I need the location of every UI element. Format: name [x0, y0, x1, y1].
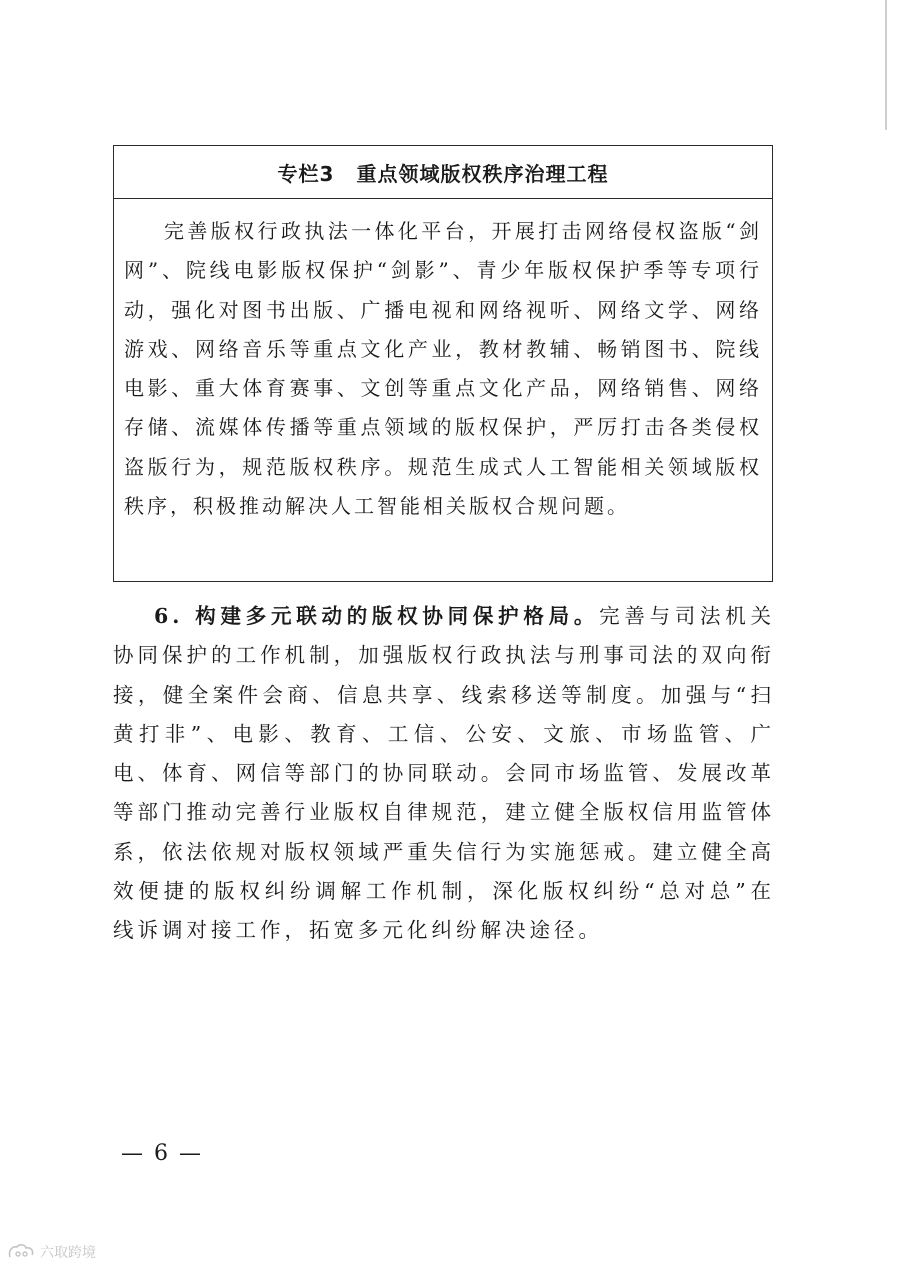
column-box-body: 完善版权行政执法一体化平台，开展打击网络侵权盗版“剑网”、院线电影版权保护“剑影”、青少年版权保护季等专项行动，强化对图书出版、广播电视和网络视听、网络文学、网络游戏、网络音乐等重点文化产业，教材教辅、畅销图书、院线电影、重大体育赛事、文创等重点文化产品，网络销售、网络存储、流媒体传播等重点领域的版权保护，严厉打击各类侵权盗版行为，规范版权秩序。规范生成式人工智能相关领域版权秩序，积极推动解决人工智能相关版权合规问题。: [124, 219, 762, 519]
column-title: 重点领域版权秩序治理工程: [356, 161, 609, 186]
column-label-number: 3: [319, 161, 335, 186]
column-label-prefix: 专栏: [277, 161, 320, 186]
scan-edge-line: [885, 0, 887, 130]
watermark: [6, 1242, 96, 1262]
column-box: [113, 145, 773, 582]
page-number: — 6 —: [121, 1141, 203, 1166]
column-label: [278, 158, 357, 187]
watermark-text: 六取跨境: [40, 1245, 96, 1261]
section-paragraph: [113, 597, 775, 951]
watermark-logo-icon: [6, 1243, 36, 1261]
section-body: 完善与司法机关协同保护的工作机制，加强版权行政执法与刑事司法的双向衔接，健全案件会商、信息共享、线索移送等制度。加强与“扫黄打非”、电影、教育、工信、公安、文旅、市场监管、广电、体育、网信等部门的协同联动。会同市场监管、发展改革等部门推动完善行业版权自律规范，建立健全版权信用监管体系，依法依规对版权领域严重失信行为实施惩戒。建立健全高效便捷的版权纠纷调解工作机制，深化版权纠纷“总对总”在线诉调对接工作，拓宽多元化纠纷解决途径。: [113, 604, 776, 943]
column-box-header: [114, 146, 772, 199]
section-lead: 6. 构建多元联动的版权协同保护格局。: [154, 604, 600, 628]
